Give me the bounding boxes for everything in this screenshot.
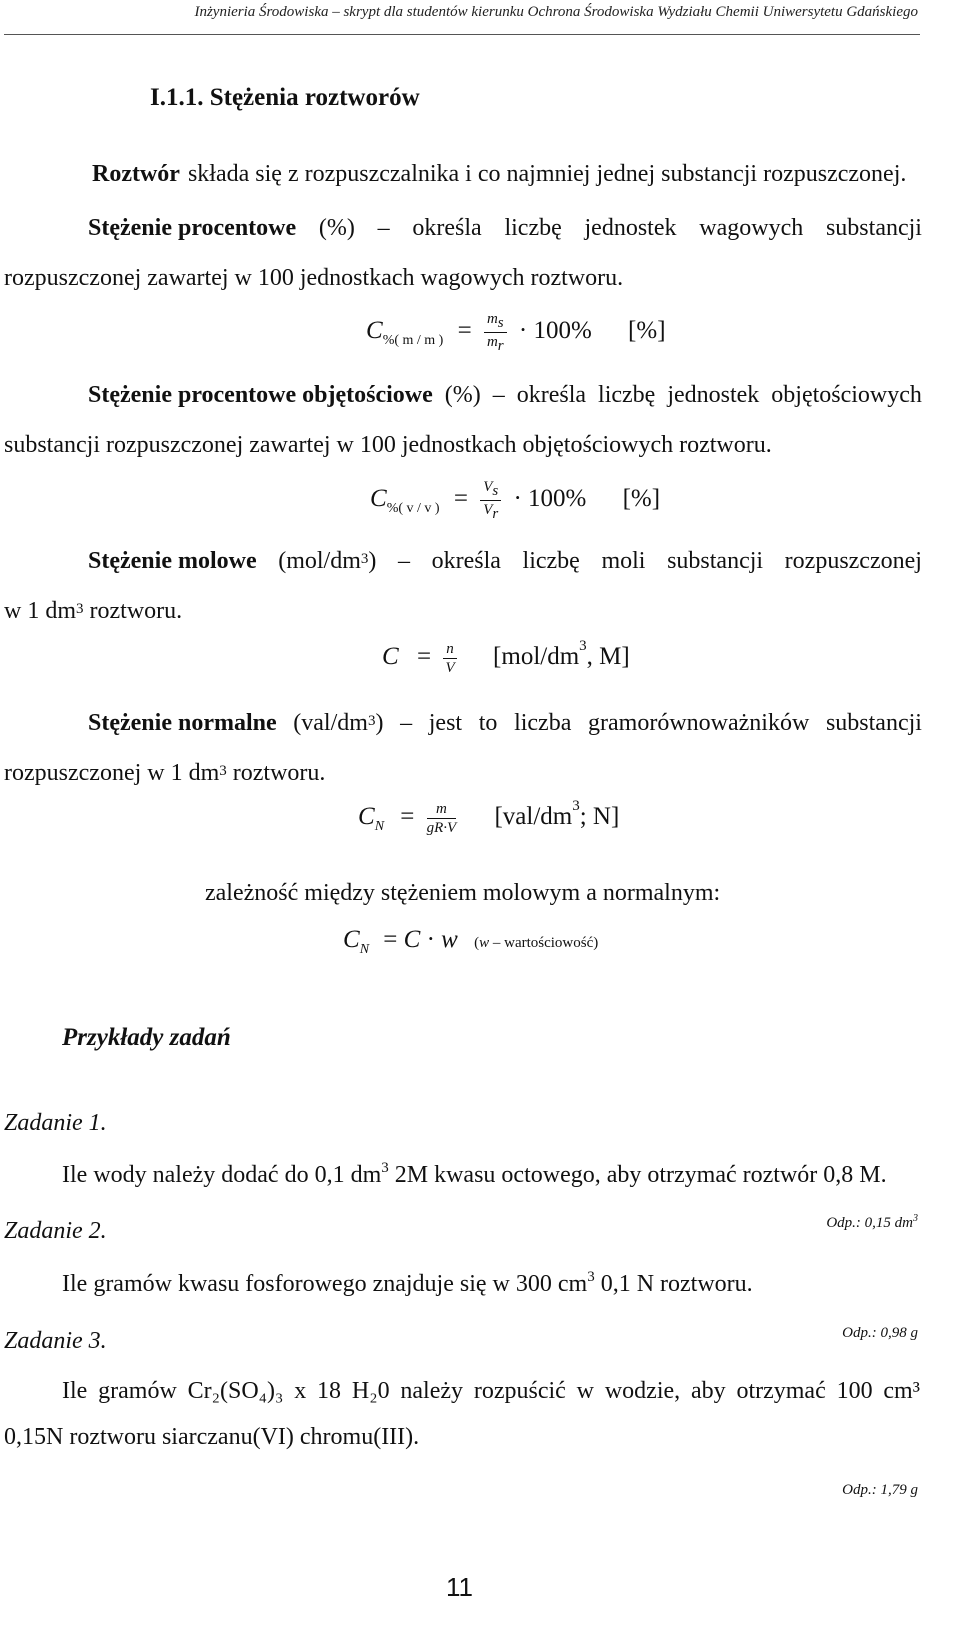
fraction [443,640,457,677]
section-title: I.1.1. Stężenia roztworów [150,84,420,111]
unit-text: (mol/dm [278,548,361,574]
word: aby [690,1378,726,1404]
word: gramów [98,1378,177,1404]
word: – [377,215,390,241]
word: w [576,1378,594,1404]
word: (%) [444,382,481,408]
multiply-dot: · [518,317,528,345]
superscript: 3 [587,1269,595,1285]
formula-symbol: C [370,485,387,513]
task-text [62,1271,753,1298]
examples-title: Przykłady zadań [62,1024,231,1051]
note-text: w [479,935,490,951]
term-molar: Stężenie molowe [88,548,257,574]
task-text-part: 2M kwasu octowego, aby otrzymać roztwór 0,8 M. [394,1162,887,1188]
paragraph-text: roztworu. [232,760,326,786]
paragraph-text: rozpuszczonej zawartej w 100 jednostkach wagowych roztworu. [4,265,624,291]
word: substancji [825,710,922,736]
term-volume-percent: Stężenie procentowe objętościowe [88,382,433,408]
task-label: Zadanie 2. [4,1218,107,1244]
paragraph-percent [4,203,922,303]
word: liczba [514,710,572,736]
task-answer: Odp.: 1,79 g [842,1482,918,1498]
equals-sign: = [400,803,415,831]
formula-unit: , M] [586,643,630,671]
paragraph-text: substancji rozpuszczonej zawartej w 100 jednostkach objętościowych roztworu. [4,432,772,458]
word: gramorównoważników [588,710,810,736]
equals-sign: = [457,317,472,345]
formula-subscript: %( m / m ) [382,333,444,349]
note-text: ( [474,935,480,951]
formula-normal [358,800,619,837]
numerator-subscript: s [497,315,504,331]
fraction [484,310,507,355]
multiply-dot: · [513,485,522,513]
task-text-part: Ile gramów kwasu fosforowego znajduje się w 300 cm [62,1271,588,1297]
multiply-dot: · [426,926,435,953]
word: to [478,710,498,736]
formula-symbol: C [382,643,399,671]
equals-sign: = [416,643,432,671]
numerator-subscript: s [492,483,499,499]
paragraph-text: składa się z rozpuszczalnika i co najmniej jednej substancji rozpuszczonej. [187,161,907,187]
word: Cr₂(SO₄)₃ [187,1378,284,1404]
superscript: 3 [579,638,587,654]
word: H₂0 [351,1378,390,1404]
note-text: – wartościowość) [492,935,599,951]
word: – [398,548,410,574]
superscript: 3 [381,1160,389,1176]
word: Ile [62,1378,88,1404]
formula-value: 100% [533,317,592,345]
task-answer [826,1215,918,1232]
formula-subscript: %( v / v ) [386,501,440,517]
word: jednostek [584,215,677,241]
word: określa [431,548,501,574]
formula-molar [382,640,630,677]
word: – [400,710,413,736]
numerator: m [427,800,457,819]
numerator: V [483,479,493,495]
formula-symbol: w [441,926,458,953]
task-answer: Odp.: 0,98 g [842,1325,918,1341]
task-text-part: 0,1 N roztworu. [600,1271,753,1297]
superscript: 3 [76,601,84,617]
word: liczbę [598,382,656,408]
formula-subscript: N [374,819,385,835]
paragraph-text: roztworu. [89,598,183,624]
word: liczbę [504,215,562,241]
paragraph-volume-percent [4,370,922,470]
word: 100 [836,1378,873,1404]
answer-text: Odp.: 0,15 dm [826,1215,913,1231]
formula-unit: [mol/dm [493,643,580,671]
word: należy [400,1378,464,1404]
denominator-subscript: r [492,506,499,522]
formula-symbol: C [343,926,360,953]
unit-text: (val/dm [293,710,368,736]
term-percent: Stężenie procentowe [88,215,297,241]
formula-symbol: C [403,926,421,953]
paragraph-normal [4,698,922,798]
word: określa [412,215,482,241]
word: substancji [825,215,922,241]
word: rozpuścić [473,1378,566,1404]
paragraph-text: w 1 dm [4,598,76,624]
task-text [62,1162,887,1189]
formula-symbol: C [358,803,375,831]
fraction [427,800,457,837]
word: liczbę [522,548,580,574]
formula-value: 100% [528,485,587,513]
task-text-part: Ile wody należy dodać do 0,1 dm [62,1162,382,1188]
word: moli [601,548,646,574]
running-header: Inżynieria Środowiska – skrypt dla studentów kierunku Ochrona Środowiska Wydziału Chemii Uniwersytetu Gdańskiego [194,4,918,20]
word: wodzie, [604,1378,681,1404]
formula-unit: [val/dm [494,803,573,831]
unit-text: ) [375,710,384,736]
denominator: V [445,660,455,676]
denominator-subscript: r [497,338,504,354]
denominator: V [483,502,493,518]
formula-mass-percent [366,310,666,355]
fraction [480,478,501,523]
word: (%) [318,215,355,241]
superscript: 3 [913,1213,918,1224]
equals-sign: = [453,485,468,513]
word: rozpuszczonej [784,548,922,574]
word: cm³ [883,1378,920,1404]
word: wagowych [699,215,804,241]
denominator: gR·V [426,820,457,836]
formula-subscript: N [359,942,370,957]
word: określa [516,382,587,408]
formula-unit: [%] [622,485,661,513]
numerator: n [443,640,457,659]
word: jest [428,710,463,736]
formula-volume-percent [370,478,660,523]
superscript: 3 [572,798,580,814]
unit-text: ) [368,548,377,574]
word: 18 [317,1378,342,1404]
paragraph-text: rozpuszczonej w 1 dm [4,760,220,786]
word: jednostek [667,382,760,408]
task-label: Zadanie 1. [4,1110,107,1136]
word: x [294,1378,307,1404]
task-text [62,1366,920,1416]
term-normal: Stężenie normalne [88,710,277,736]
superscript: 3 [367,713,376,729]
page-number: 11 [446,1572,473,1602]
header-rule [4,34,920,35]
word: otrzymać [736,1378,826,1404]
equals-sign: = [383,926,398,953]
term-solution: Roztwór [92,161,180,187]
word: – [492,382,505,408]
formula-unit: ; N] [579,803,620,831]
formula-symbol: C [366,317,383,345]
superscript: 3 [360,551,369,567]
word: substancji [667,548,764,574]
task-label: Zadanie 3. [4,1328,107,1354]
word: objętościowych [771,382,922,408]
paragraph-solution [4,149,922,199]
formula-relation [343,926,598,958]
denominator: m [486,334,498,350]
superscript: 3 [219,763,227,779]
task-text-line: 0,15N roztworu siarczanu(VI) chromu(III). [4,1424,420,1450]
formula-unit: [%] [628,317,666,345]
relation-text: zależność między stężeniem molowym a normalnym: [205,880,721,906]
paragraph-molar [4,536,922,636]
numerator: m [486,311,498,327]
